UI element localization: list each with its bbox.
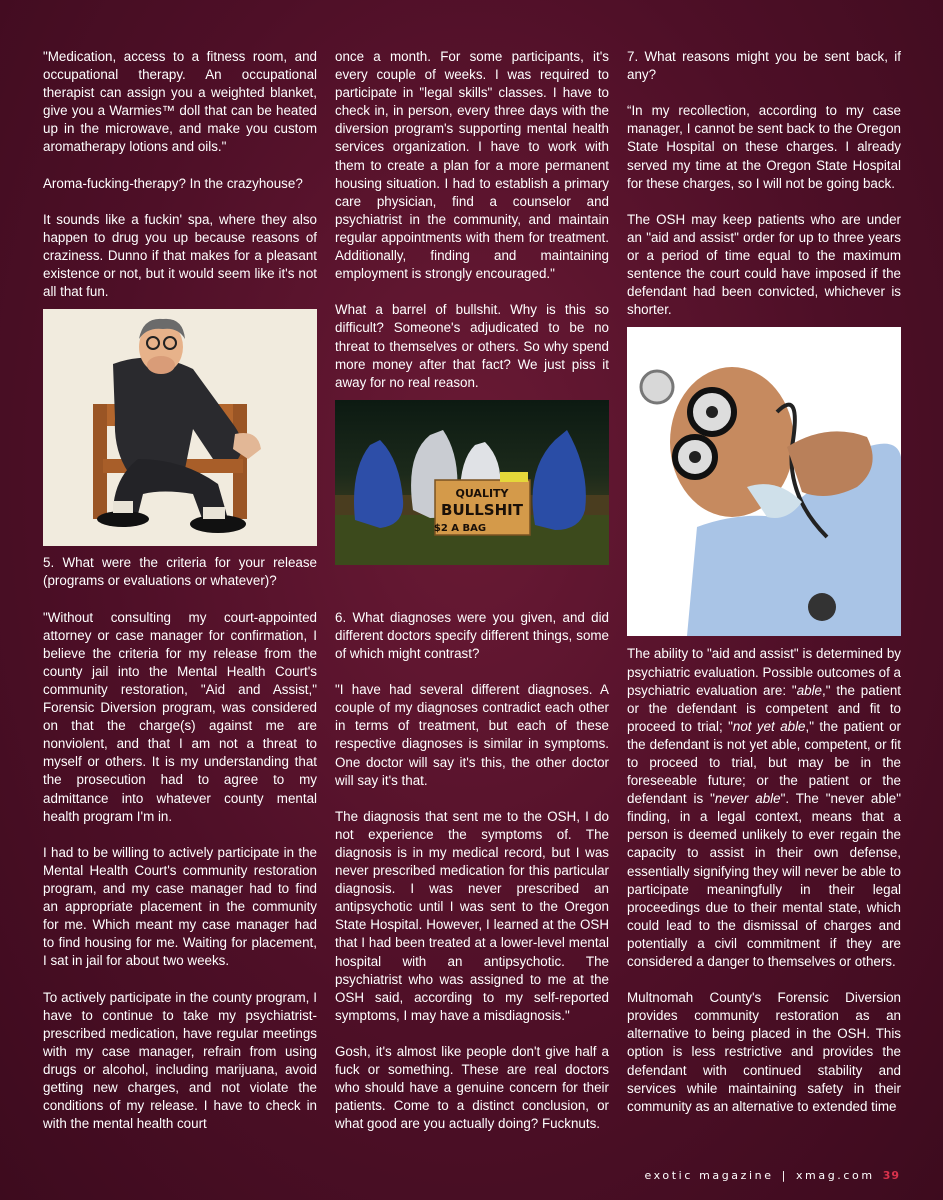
column-3 [627, 48, 901, 1134]
paragraph: The OSH may keep patients who are under an "aid and assist" order for up to three years or a period of time equal to the maximum sentence the court could have imposed if the defendant had been convicted, whichever is shorter. [627, 211, 901, 318]
paragraph-aid-and-assist: The ability to "aid and assist" is determined by psychiatric evaluation. Possible outcomes of a psychiatric evaluation are: "able," the patient or the defendant is competent and fit to proceed to trial; "not yet able," the patient or the defendant is not yet able, competent, or fit to proceed to trial, but may be in the foreseeable future; or the patient or the defendant is "never able". The "never able" finding, in a legal context, means that a person is deemed unlikely to ever regain the capacity to assist in their own defense, essentially signifying they will never be able to participate meaningfully in their legal proceedings due to their mental state, which could lead to the dismissal of charges and potentially a civil commitment if they are considered a danger to themselves or others. [627, 646, 902, 969]
page-number: 39 [882, 1169, 900, 1182]
paragraph: once a month. For some participants, it's every couple of weeks. I was required to participate in "legal skills" classes. I have to check in, in person, every three days with the diversion program's supporting mental health services organization. I have to work with them to create a plan for a more permanent housing situation. I had to establish a primary care physician, find a counselor and psychiatrist in the community, and maintain regular appointments with them for treatment. Additionally, finding and maintaining employment is strongly encouraged." [335, 49, 609, 282]
sign-text-line-1: QUALITY [455, 486, 509, 500]
page-footer [644, 1169, 900, 1182]
column-1 [43, 48, 317, 1151]
paragraph: I had to be willing to actively participate in the Mental Health Court's community restoration program, and my case manager had to find an appropriate placement in the community for me. Which meant my case manager had to find housing for me. Waiting for placement, I sat in jail for about two weeks. [43, 844, 317, 969]
paragraph: Aroma-fucking-therapy? In the crazyhouse? [43, 175, 303, 191]
paragraph: The diagnosis that sent me to the OSH, I do not experience the symptoms of. The diagnosis is in my medical record, but I was never prescribed medication for this particular diagnosis. I was never prescribed an antipsychotic until I was sent to the Oregon State Hospital. However, I learned at the OSH that I had been treated at a lower-level mental hospital with an antipsychotic. The psychiatrist who was assigned to me at the OSH said, according to my self-reported symptoms, I may have a misdiagnosis." [335, 808, 609, 1023]
doctor-photo-graphic [627, 327, 901, 636]
bags-photo-graphic [335, 400, 609, 565]
paragraph: It sounds like a fuckin' spa, where they also happen to drug you up because reasons of craziness. Dunno if that makes for a pleasant existence or not, but it would seem like it's not all that fun. [43, 211, 317, 300]
doctor-with-glasses-photo [627, 327, 901, 636]
paragraph: "Medication, access to a fitness room, and occupational therapy. An occupational therapist can assign you a weighted blanket, give you a Warmies™ doll that can be heated up in the microwave, and make you custom aromatherapy lotions and oils." [43, 49, 317, 155]
paragraph: Gosh, it's almost like people don't give half a fuck or something. These are real doctors who should have a genuine concern for their patients. Come to a distinct conclusion, or what good are you actually doing? Fucknuts. [335, 1044, 609, 1132]
cartoon-illustration-graphic [43, 309, 317, 546]
question-heading: 6. What diagnoses were you given, and did different doctors specify different things, some of which might contrast? [335, 609, 609, 661]
sign-text-line-2: BULLSHIT [441, 500, 523, 519]
magazine-name: exotic magazine [644, 1169, 774, 1182]
cartoon-man-in-chair-illustration [43, 309, 317, 546]
paragraph: To actively participate in the county program, I have to continue to take my psychiatrist-prescribed medication, have regular meetings with my case manager, refrain from using drugs or alcohol, including marijuana, avoid getting new charges, and not violate the conditions of my release. I have to check in with the mental health court [43, 989, 317, 1132]
footer-separator: | [781, 1169, 788, 1182]
paragraph: What a barrel of bullshit. Why is this so difficult? Someone's adjudicated to be no threat to themselves or others. So why spend more money after that fact? We just piss it away for no real reason. [335, 302, 609, 390]
paragraph: "I have had several different diagnoses. A couple of my diagnoses contradict each other in terms of treatment, but each of these respective diagnoses is similar in symptoms. One doctor will say it's this, the other doctor will say it's that. [335, 682, 609, 788]
sign-text-line-3: $2 A BAG [433, 522, 487, 534]
question-heading: 7. What reasons might you be sent back, if any? [627, 49, 901, 83]
column-2 [335, 48, 609, 1152]
paragraph: "Without consulting my court-appointed attorney or case manager for confirmation, I believe the criteria for my release from the county jail into the Mental Health Court's community restoration, "Aid and Assist," Forensic Diversion program, was considered on that the charge(s) against me are nonviolent, and that I am not a threat to myself or others. It is my understanding that the prosecution had to agree to my admittance into whatever county mental health program I'm in. [43, 609, 317, 824]
site-url: xmag.com [795, 1169, 875, 1182]
paragraph: “In my recollection, according to my case manager, I cannot be sent back to the Oregon State Hospital on these charges. I already served my time at the Oregon State Hospital for these charges, so I will not be going back. [627, 103, 901, 191]
question-heading: 5. What were the criteria for your release (programs or evaluations or whatever)? [43, 555, 317, 589]
bags-with-sign-photo [335, 400, 609, 565]
paragraph: Multnomah County's Forensic Diversion provides community restoration as an alternative to being placed in the OSH. This option is less restrictive and provides the defendant with continued stability and services while maintaining safety in their community as an alternative to extended time [627, 990, 901, 1114]
